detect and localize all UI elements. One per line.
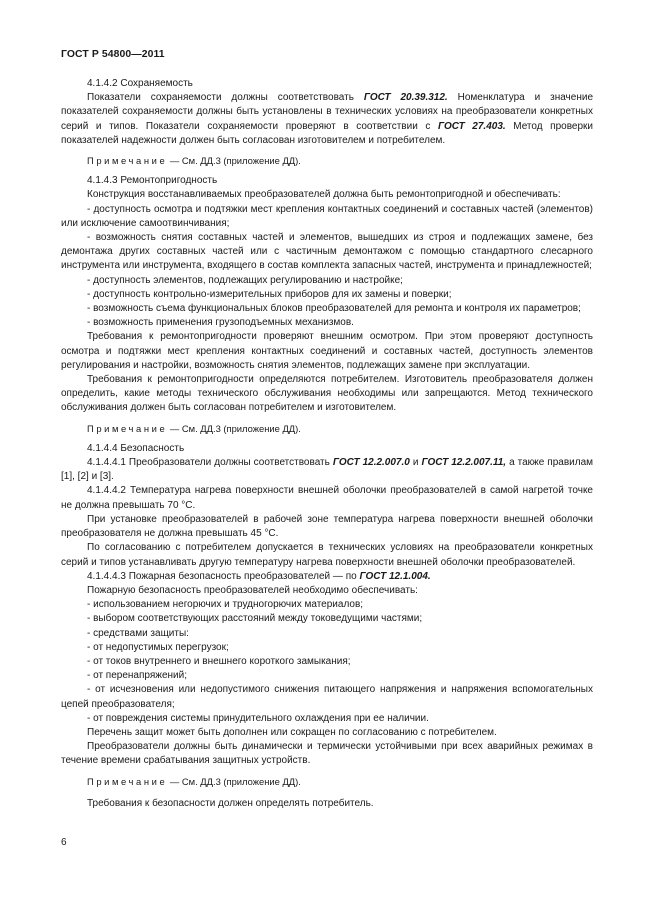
note-label: Примечание xyxy=(87,775,168,787)
paragraph-workzone-temperature: При установке преобразователей в рабочей зоне температура нагрева поверхности внешней оболочки преобразователя не должна превышать 45 °С. xyxy=(61,513,593,540)
note-4144 xyxy=(61,775,593,789)
list-item: - возможность съема функциональных блоков преобразователей для ремонта и контроля их параметров; xyxy=(87,303,581,315)
text-segment: 4.1.4.4.3 Пожарная безопасность преобразователей — по xyxy=(87,570,360,582)
paragraph-preservability xyxy=(61,91,593,148)
list-item: - доступность элементов, подлежащих регулированию и настройке; xyxy=(87,274,403,286)
sub-list-item: - от исчезновения или недопустимого снижения питающего напряжения и напряжения вспомогательных цепей преобразователя; xyxy=(61,684,593,710)
text-segment: 4.1.4.4.1 Преобразователи должны соответствовать xyxy=(87,457,333,469)
sub-list-item: - от недопустимых перегрузок; xyxy=(87,641,229,653)
text-segment: Показатели сохраняемости должны соответствовать xyxy=(87,92,364,104)
sub-list-item: - от перенапряжений; xyxy=(87,670,187,682)
paragraph-temperature-agreement: По согласованию с потребителем допускается в технических условиях на преобразователи конкретных серий и типов устанавливать другую температуру нагрева поверхности внешней оболочки преобразователей. xyxy=(61,542,593,568)
paragraph-maintainability-check: Требования к ремонтопригодности проверяют внешним осмотром. При этом проверяют доступность осмотра и подтяжки мест крепления контактных соединений и составных частей, доступность элементов регулирования и настройки, возможность снятия элементов, подлежащих замене при эксплуатации. xyxy=(61,331,593,371)
paragraph-safety-standards xyxy=(61,456,593,484)
note-text: — См. ДД.3 (приложение ДД). xyxy=(167,155,301,167)
paragraph-temperature-limit: 4.1.4.4.2 Температура нагрева поверхности внешней оболочки преобразователей в самой нагретой точке не должна превышать 70 °С. xyxy=(61,485,593,511)
standard-ref: ГОСТ 20.39.312. xyxy=(363,92,448,104)
paragraph-protection-list: Перечень защит может быть дополнен или сокращен по согласованию с потребителем. xyxy=(87,726,497,738)
document-body xyxy=(61,77,593,811)
note-label: Примечание xyxy=(87,422,168,434)
note-4142 xyxy=(61,154,593,168)
list-item: - использованием негорючих и трудногорючих материалов; xyxy=(87,599,364,611)
list-item: - средствами защиты: xyxy=(87,627,189,639)
standard-ref: ГОСТ 12.2.007.11, xyxy=(421,457,507,469)
list-item: - возможность применения грузоподъемных механизмов. xyxy=(87,317,354,329)
paragraph-safety-requirements: Требования к безопасности должен определять потребитель. xyxy=(87,797,374,809)
section-heading-4143: 4.1.4.3 Ремонтопригодность xyxy=(87,175,218,187)
paragraph-maintainability-requirements: Требования к ремонтопригодности определяются потребителем. Изготовитель преобразователя должен определить, какие методы технического обслуживания необходимы или запрещаются. Метод технического обслуживания должен быть согласован потребителем и изготовителем. xyxy=(61,374,593,414)
list-item: - доступность контрольно-измерительных приборов для их замены и поверки; xyxy=(87,288,452,300)
list-item: - выбором соответствующих расстояний между токоведущими частями; xyxy=(87,613,423,625)
note-text: — См. ДД.3 (приложение ДД). xyxy=(167,422,301,434)
paragraph-fire-safety-intro: Пожарную безопасность преобразователей необходимо обеспечивать: xyxy=(87,584,418,596)
standard-ref: ГОСТ 27.403. xyxy=(437,120,506,132)
text-segment: Номенклатура и значение показателей сохраняемости должны быть установлены в технических условиях на преобразователи конкретных серий и типов. Показатели сохраняемости проверяют в соответствии с xyxy=(61,92,594,132)
section-heading-4144: 4.1.4.4 Безопасность xyxy=(87,442,185,454)
page-number: 6 xyxy=(61,837,67,848)
paragraph-maintainability-intro: Конструкция восстанавливаемых преобразователей должна быть ремонтопригодной и обеспечивать: xyxy=(87,189,561,201)
sub-list-item: - от токов внутреннего и внешнего короткого замыкания; xyxy=(87,655,351,667)
standard-ref: ГОСТ 12.2.007.0 xyxy=(332,457,410,469)
note-text: — См. ДД.3 (приложение ДД). xyxy=(167,775,301,787)
document-header: ГОСТ Р 54800—2011 xyxy=(61,49,165,60)
note-4143 xyxy=(61,422,593,436)
section-heading-4142: 4.1.4.2 Сохраняемость xyxy=(87,78,193,89)
text-segment: а также правилам [1], [2] и [3]. xyxy=(61,457,594,483)
sub-list-item: - от повреждения системы принудительного охлаждения при ее наличии. xyxy=(87,712,429,724)
text-segment: и xyxy=(409,457,422,469)
text-segment: Метод проверки показателей надежности должен быть согласован изготовителем и потребителем. xyxy=(61,120,593,146)
list-item: - доступность осмотра и подтяжки мест крепления контактных соединений и составных частей (элементов) или исключение самоотвинчивания; xyxy=(61,203,593,229)
list-item: - возможность снятия составных частей и элементов, вышедших из строя и подлежащих замене, без демонтажа других составных частей или с частичным демонтажом с помощью стандартного слесарного инструмента или инструмента, входящего в состав комплекта запасных частей, инструмента и принадлежностей; xyxy=(61,232,593,272)
note-label: Примечание xyxy=(87,155,168,167)
paragraph-stability: Преобразователи должны быть динамически и термически устойчивыми при всех аварийных режимах в течение времени срабатывания защитных устройств. xyxy=(61,741,593,767)
paragraph-fire-safety xyxy=(61,570,593,584)
standard-ref: ГОСТ 12.1.004. xyxy=(359,570,431,582)
